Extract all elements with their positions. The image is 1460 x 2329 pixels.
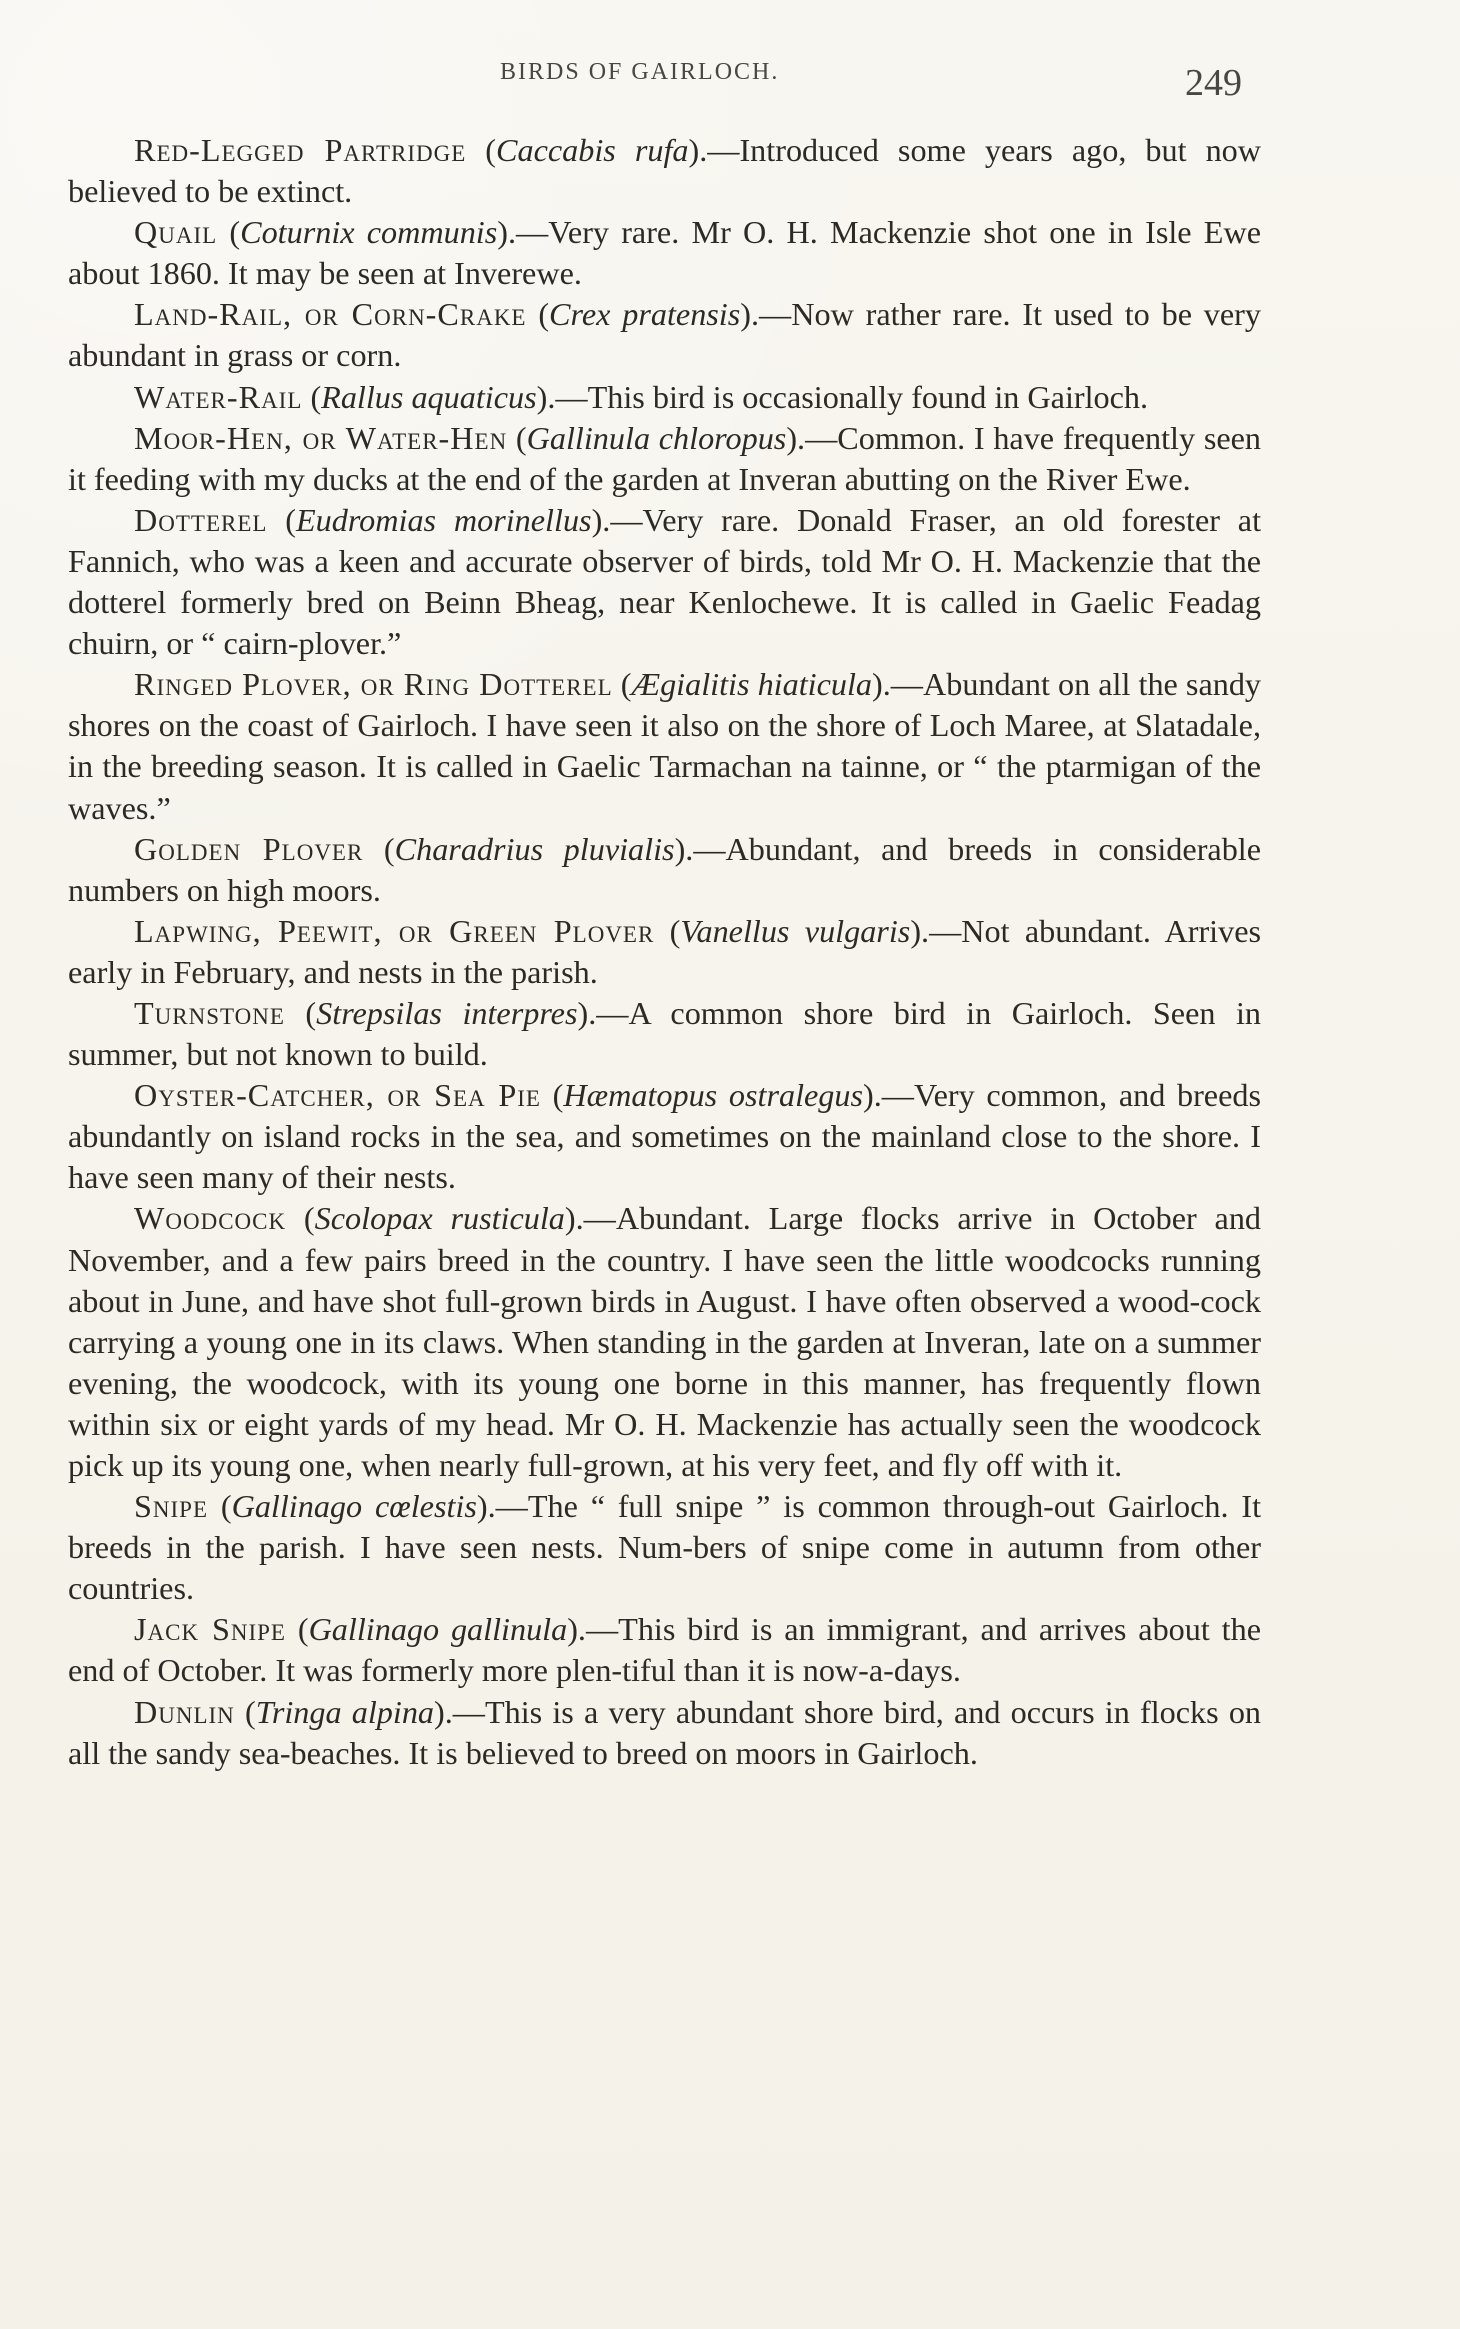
scientific-name: Gallinago cœlestis (231, 1488, 477, 1525)
latin-name-open-paren: ( (302, 378, 322, 415)
latin-name-open-paren: ( (286, 1200, 315, 1237)
entry-description: —This bird is an immigrant, and arrives about the end of October. It was formerly more plen-tiful than it is now-a-days. (68, 1611, 1262, 1689)
latin-name-open-paren: ( (217, 214, 241, 251)
latin-name-close-paren: ). (740, 296, 760, 333)
entry-description: —Very rare. Donald Fraser, an old forester at Fannich, who was a keen and accurate observer of birds, told Mr O. H. Mackenzie that the dotterel formerly bred on Beinn Bheag, near Kenlochewe. It is called in Gaelic Feadag chuirn, or “ cairn-plover.” (68, 501, 1262, 662)
species-entry (68, 911, 1261, 993)
latin-name-open-paren: ( (285, 1611, 309, 1648)
entry-description: —A common shore bird in Gairloch. Seen in summer, but not known to build. (68, 994, 1261, 1073)
entry-description: —Introduced some years ago, but now believed to be extinct. (68, 132, 1262, 210)
species-entry (68, 500, 1261, 664)
entry-description: —Abundant on all the sandy shores on the coast of Gairloch. I have seen it also on the shore of Loch Maree, at Slatadale, in the breeding season. It is called in Gaelic Tarmachan na tainne, or “ the ptarmigan of the waves.” (68, 666, 1262, 826)
latin-name-close-paren: ). (910, 912, 930, 949)
species-entry (68, 212, 1261, 294)
common-name: Golden Plover (134, 830, 364, 867)
latin-name-open-paren: ( (208, 1488, 232, 1525)
entry-description: —Abundant, and breeds in considerable numbers on high moors. (68, 830, 1262, 908)
entry-description: —Very rare. Mr O. H. Mackenzie shot one in Isle Ewe about 1860. It may be seen at Inverewe. (68, 214, 1261, 292)
latin-name-open-paren: ( (284, 994, 317, 1031)
entry-description: —Very common, and breeds abundantly on island rocks in the sea, and sometimes on the mainland close to the shore. I have seen many of their nests. (68, 1077, 1261, 1196)
entry-description: —The “ full snipe ” is common through-out Gairloch. It breeds in the parish. I have seen nests. Num-bers of snipe come in autumn from other countries. (68, 1488, 1262, 1607)
common-name: Oyster-Catcher, or Sea Pie (134, 1077, 541, 1114)
scientific-name: Caccabis rufa (496, 132, 689, 168)
entry-description: —This is a very abundant shore bird, and occurs in flocks on all the sandy sea-beaches. It is believed to breed on moors in Gairloch. (68, 1693, 1262, 1771)
common-name: Land-Rail, or Corn-Crake (134, 296, 527, 333)
species-entry (68, 294, 1261, 376)
common-name: Turnstone (134, 994, 285, 1031)
common-name: Quail (134, 214, 218, 251)
species-entry (68, 993, 1261, 1075)
scientific-name: Coturnix communis (240, 214, 498, 251)
scientific-name: Tringa alpina (255, 1693, 435, 1730)
species-entry (68, 1075, 1261, 1198)
scientific-name: Charadrius pluvialis (394, 830, 675, 867)
latin-name-close-paren: ). (567, 1611, 586, 1648)
species-entry (68, 664, 1261, 828)
common-name: Ringed Plover, or Ring Dotterel (134, 666, 613, 703)
latin-name-close-paren: ). (863, 1077, 882, 1114)
scientific-name: Crex pratensis (549, 296, 741, 333)
species-entry (68, 1486, 1261, 1609)
common-name: Water-Rail (134, 378, 303, 415)
entry-description: —Now rather rare. It used to be very abundant in grass or corn. (68, 296, 1261, 374)
entry-description: —Common. I have frequently seen it feeding with my ducks at the end of the garden at Inveran abutting on the River Ewe. (68, 419, 1262, 497)
species-entry (68, 1198, 1261, 1486)
scientific-name: Strepsilas interpres (316, 994, 578, 1031)
latin-name-close-paren: ). (564, 1200, 584, 1237)
latin-name-close-paren: ). (577, 994, 597, 1031)
latin-name-open-paren: ( (466, 132, 497, 168)
scientific-name: Vanellus vulgaris (680, 912, 911, 949)
common-name: Jack Snipe (134, 1611, 286, 1648)
scientific-name: Rallus aquaticus (321, 378, 537, 415)
latin-name-open-paren: ( (540, 1077, 564, 1114)
latin-name-close-paren: ). (688, 132, 708, 168)
species-entry (68, 130, 1261, 212)
scientific-name: Ægialitis hiaticula (631, 666, 873, 703)
entry-description: —Abundant. Large flocks arrive in October and November, and a few pairs breed in the country. I have seen the little woodcocks running about in June, and have shot full-grown birds in August. I have often observed a wood-cock carrying a young one in its claws. When standing in the garden at Inveran, late on a summer evening, the woodcock, with its young one borne in this manner, has frequently flown within six or eight yards of my head. Mr O. H. Mackenzie has actually seen the woodcock pick up its young one, when nearly full-grown, at his very feet, and fly off with it. (68, 1200, 1262, 1483)
species-entry (68, 829, 1261, 911)
species-entry (68, 377, 1261, 418)
latin-name-open-paren: ( (234, 1693, 256, 1730)
common-name: Snipe (134, 1488, 209, 1525)
species-entry (68, 1609, 1261, 1691)
latin-name-close-paren: ). (497, 214, 517, 251)
running-head (0, 57, 1460, 104)
scientific-name: Gallinula chloropus (526, 419, 787, 456)
scientific-name: Gallinago gallinula (308, 1611, 568, 1648)
latin-name-close-paren: ). (536, 378, 556, 415)
species-list (68, 130, 1261, 1774)
scientific-name: Scolopax rusticula (314, 1200, 565, 1237)
common-name: Lapwing, Peewit, or Green Plover (134, 912, 655, 949)
entry-description: —This bird is occasionally found in Gairloch. (555, 378, 1149, 415)
latin-name-open-paren: ( (526, 296, 550, 333)
latin-name-close-paren: ). (434, 1693, 453, 1730)
entry-description: —Not abundant. Arrives early in February, and nests in the parish. (68, 912, 1262, 990)
latin-name-close-paren: ). (786, 419, 806, 456)
species-entry (68, 1692, 1261, 1774)
latin-name-open-paren: ( (612, 666, 632, 703)
latin-name-open-paren: ( (267, 501, 296, 538)
latin-name-close-paren: ). (476, 1488, 496, 1525)
latin-name-close-paren: ). (674, 830, 694, 867)
scientific-name: Hæmatopus ostralegus (563, 1077, 864, 1114)
latin-name-close-paren: ). (591, 501, 611, 538)
latin-name-open-paren: ( (654, 912, 681, 949)
running-title: BIRDS OF GAIRLOCH. (500, 59, 780, 85)
common-name: Woodcock (134, 1200, 287, 1237)
common-name: Red-Legged Partridge (134, 132, 467, 168)
scientific-name: Eudromias morinellus (295, 501, 592, 538)
page-number: 249 (1185, 62, 1242, 104)
species-entry (68, 418, 1261, 500)
latin-name-close-paren: ). (872, 666, 891, 703)
common-name: Dotterel (134, 501, 268, 538)
latin-name-open-paren: ( (363, 830, 395, 867)
common-name: Dunlin (134, 1693, 235, 1730)
common-name: Moor-Hen, or Water-Hen (134, 419, 508, 456)
latin-name-open-paren: ( (507, 419, 527, 456)
